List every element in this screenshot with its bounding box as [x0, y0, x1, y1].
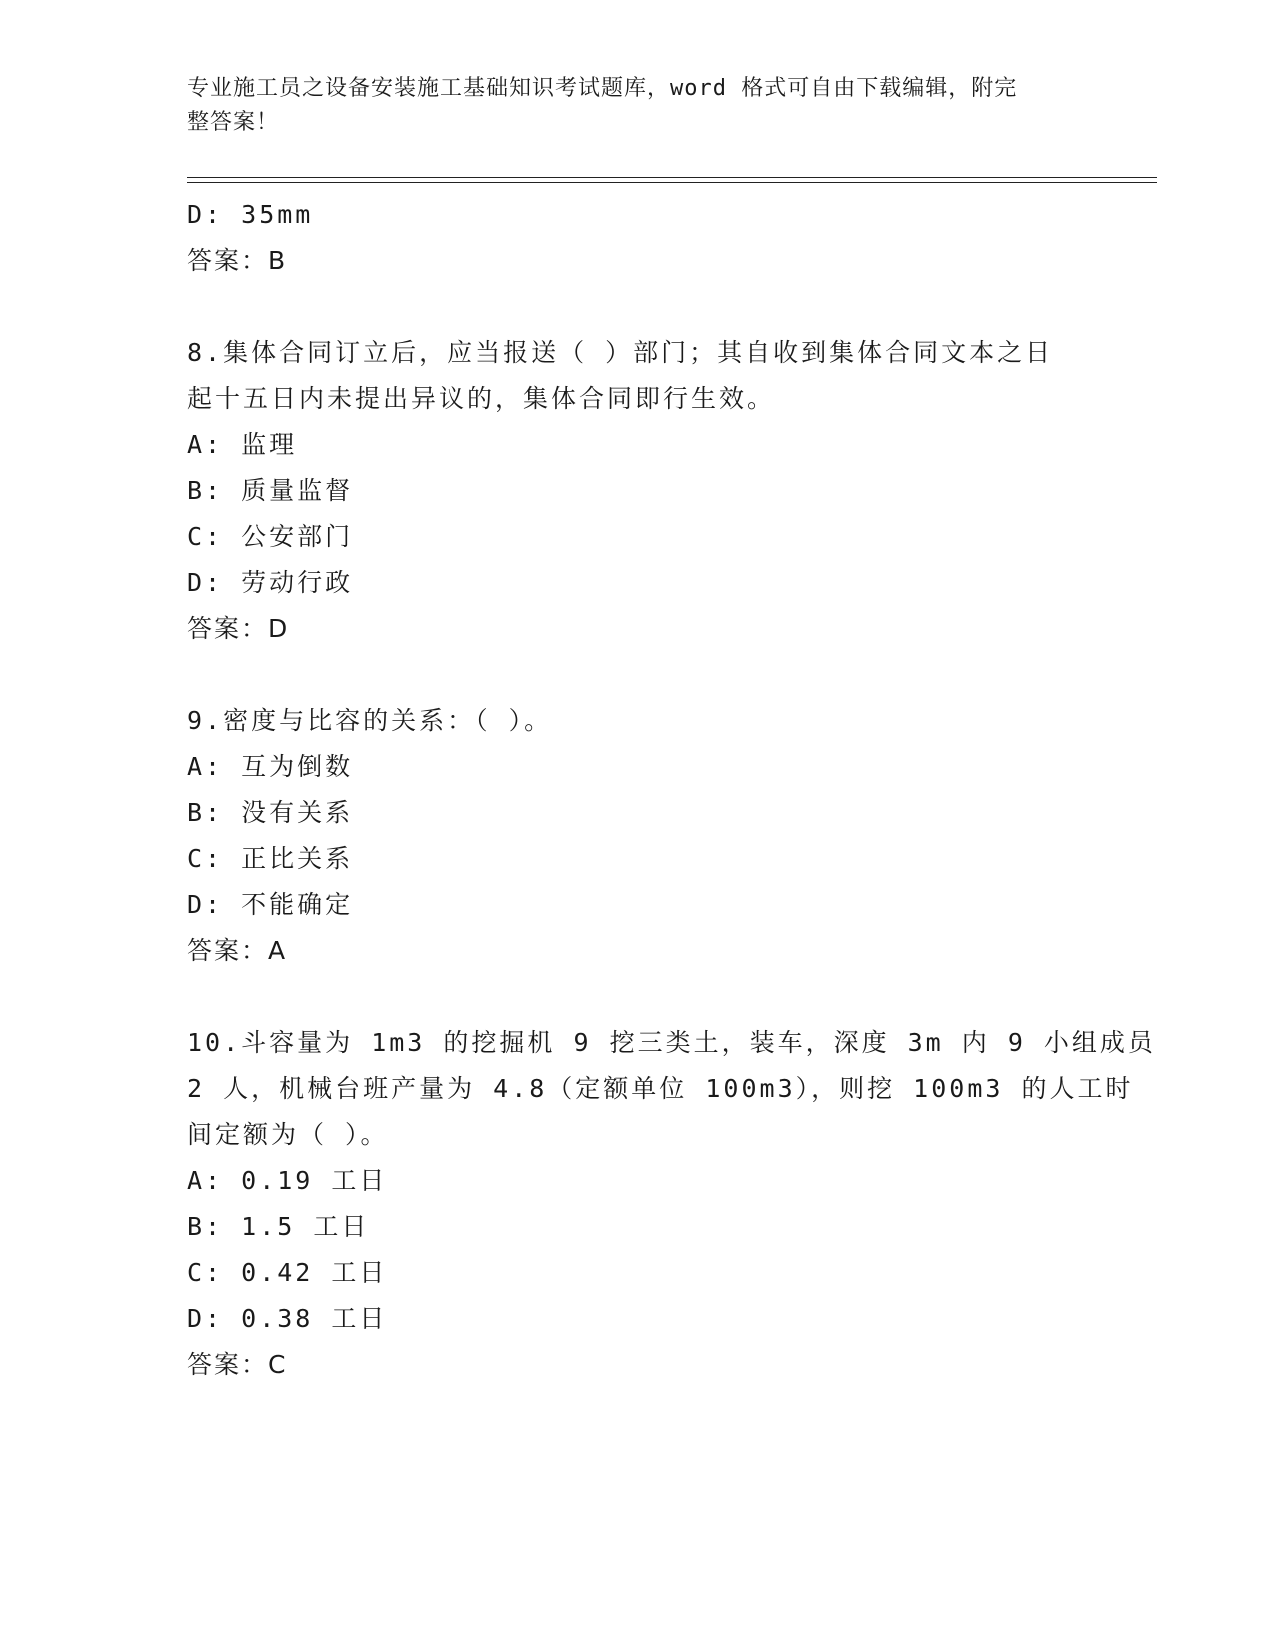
question-10-option-c: C: 0.42 工日 — [187, 1258, 388, 1287]
prev-answer: 答案：B — [187, 246, 288, 275]
question-10-line-3: 间定额为（ ）。 — [187, 1120, 389, 1149]
question-9-answer: 答案：A — [187, 936, 288, 965]
document-body — [187, 192, 1156, 1388]
question-9 — [187, 698, 1087, 974]
question-10-line-2: 2 人，机械台班产量为 4.8（定额单位 100m3），则挖 100m3 的人工时 — [187, 1074, 1134, 1103]
question-8 — [187, 330, 1087, 652]
header-divider-top — [187, 177, 1157, 178]
question-9-line-1: 9.密度与比容的关系：（ ）。 — [187, 706, 553, 735]
question-8-option-b: B: 质量监督 — [187, 476, 354, 505]
question-9-option-a: A: 互为倒数 — [187, 752, 354, 781]
question-9-option-c: C: 正比关系 — [187, 844, 354, 873]
prev-option-d: D: 35mm — [187, 200, 314, 229]
document-header — [187, 72, 1087, 140]
question-8-answer: 答案：D — [187, 614, 290, 643]
question-10-option-d: D: 0.38 工日 — [187, 1304, 388, 1333]
question-8-line-1: 8.集体合同订立后，应当报送（ ）部门；其自收到集体合同文本之日 — [187, 338, 1054, 367]
question-10-answer: 答案：C — [187, 1350, 288, 1379]
question-10-option-a: A: 0.19 工日 — [187, 1166, 388, 1195]
question-10 — [187, 1020, 1156, 1388]
question-8-option-d: D: 劳动行政 — [187, 568, 354, 597]
question-9-option-b: B: 没有关系 — [187, 798, 354, 827]
header-line-1: 专业施工员之设备安装施工基础知识考试题库，word 格式可自由下载编辑，附完 — [187, 76, 1018, 101]
question-8-line-2: 起十五日内未提出异议的，集体合同即行生效。 — [187, 384, 776, 413]
header-divider-bottom — [187, 182, 1157, 183]
question-9-option-d: D: 不能确定 — [187, 890, 354, 919]
header-line-2: 整答案！ — [187, 110, 280, 135]
question-8-option-c: C: 公安部门 — [187, 522, 354, 551]
question-10-option-b: B: 1.5 工日 — [187, 1212, 370, 1241]
question-10-line-1: 10.斗容量为 1m3 的挖掘机 9 挖三类土，装车，深度 3m 内 9 小组成员 — [187, 1028, 1156, 1057]
question-8-option-a: A: 监理 — [187, 430, 298, 459]
